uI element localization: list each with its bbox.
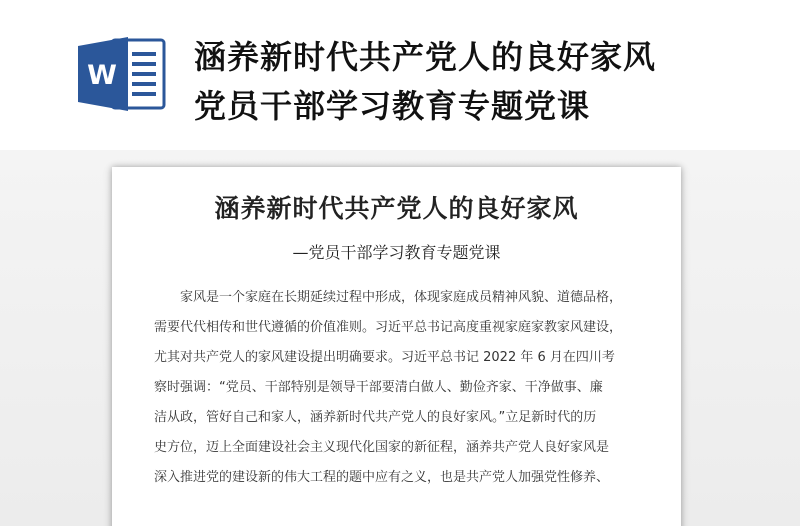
document-title: 涵养新时代共产党人的良好家风 [214,194,579,223]
body-line: 尤其对共产党人的家风建设提出明确要求。习近平总书记 2022 年 6 月在四川考 [154,350,615,365]
document-body [154,283,654,493]
body-line: 察时强调：“党员、干部特别是领导干部要清白做人、勤俭齐家、干净做事、廉 [154,380,603,395]
header-banner [0,0,800,150]
body-line: 洁从政，管好自己和家人，涵养新时代共产党人的良好家风。”立足新时代的历 [154,410,597,425]
banner-title-line2: 党员干部学习教育专题党课 [194,87,591,125]
body-line: 需要代代相传和世代遵循的价值准则。习近平总书记高度重视家庭家教家风建设， [154,320,623,335]
word-document-icon [76,34,168,114]
document-page [112,167,681,526]
banner-title-line1: 涵养新时代共产党人的良好家风 [194,38,657,76]
body-line: 深入推进党的建设新的伟大工程的题中应有之义，也是共产党人加强党性修养、 [154,470,610,485]
body-line: 史方位，迈上全面建设社会主义现代化国家的新征程，涵养共产党人良好家风是 [154,440,610,455]
body-line: 家风是一个家庭在长期延续过程中形成，体现家庭成员精神风貌、道德品格， [180,290,623,305]
document-subtitle: —党员干部学习教育专题党课 [292,243,501,262]
word-icon-letter: W [87,60,117,91]
